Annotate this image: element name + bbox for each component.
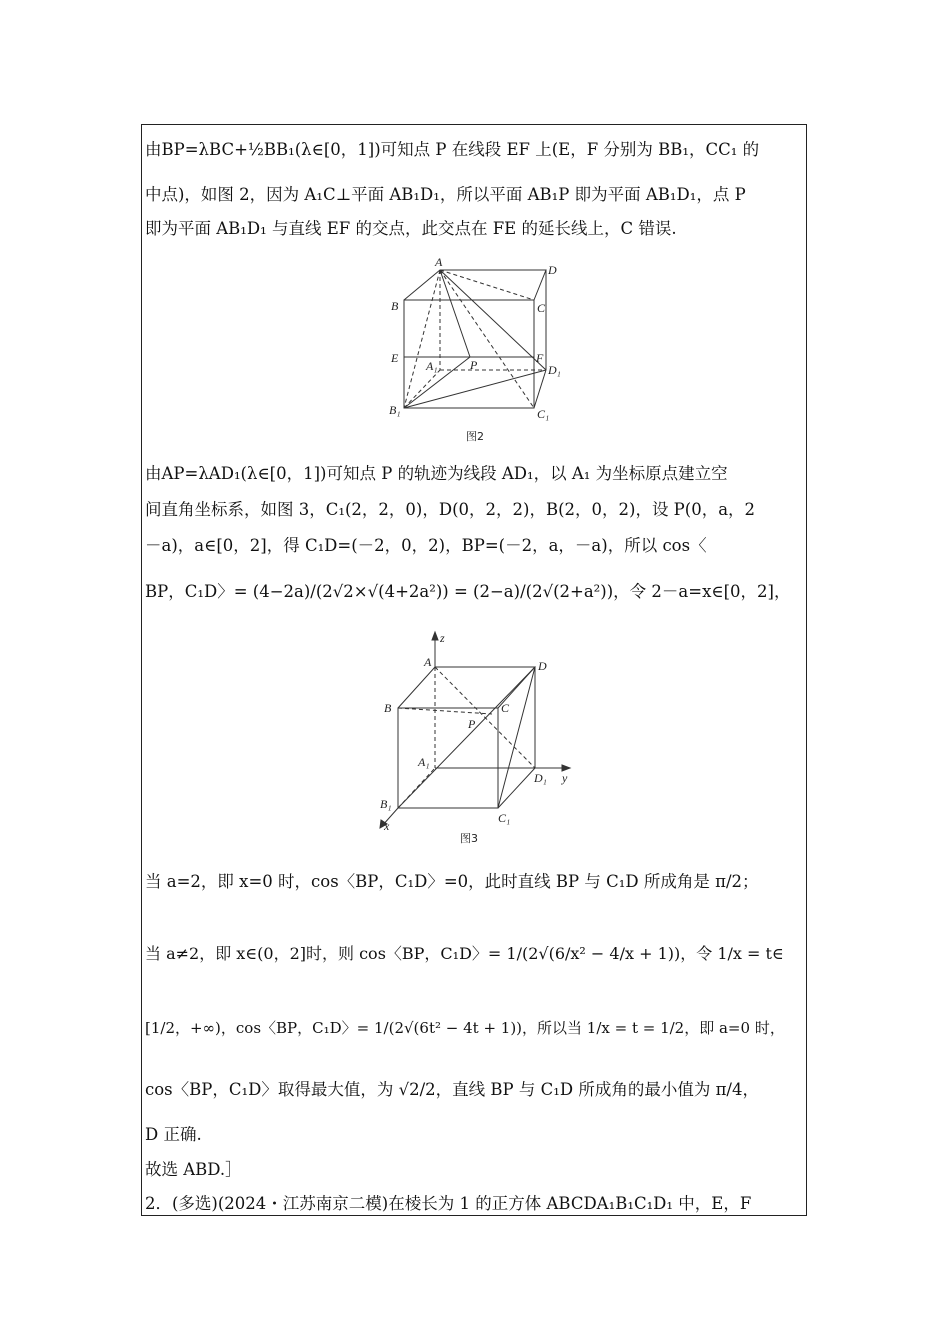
fig2-label-a: A — [435, 255, 443, 269]
fig3-label-a: A — [424, 655, 432, 669]
fig3-label-c: C — [501, 701, 510, 715]
text-line-10: [1/2，+∞)，cos〈BP，C₁D〉= 1/(2√(6t² − 4t + 1))，所以当 1/x = t = 1/2，即 a=0 时， — [145, 1019, 785, 1037]
fig3-label-b1: B₁ — [380, 797, 392, 811]
text-line-14: 2．(多选)(2024・江苏南京二模)在棱长为 1 的正方体 ABCDA₁B₁C₁D₁ 中，E，F — [145, 1194, 752, 1213]
fig3-label-x: x — [384, 819, 390, 833]
fig3-label-y: y — [562, 771, 568, 785]
text-line-7: BP，C₁D〉= (4−2a)/(2√2×√(4+2a²)) = (2−a)/(2√(2+a²))，令 2－a=x∈[0，2]， — [145, 582, 791, 601]
fig3-label-d: D — [538, 659, 547, 673]
text-line-6: －a)，a∈[0，2]，得 C₁D=(－2，0，2)，BP=(－2，a，－a)，所以 cos〈 — [145, 536, 707, 555]
text-line-12: D 正确. — [145, 1125, 202, 1144]
text-line-5: 间直角坐标系，如图 3，C₁(2，2，0)，D(0，2，2)，B(2，0，2)，设 P(0，a，2 — [145, 500, 756, 519]
fig3-caption: 图3 — [460, 832, 478, 845]
fig2-label-e: E — [391, 351, 399, 365]
fig2-label-d: D — [548, 263, 557, 277]
fig3-label-d1: D₁ — [534, 771, 547, 785]
fig2-label-c: C — [537, 301, 546, 315]
text-line-4: 由AP=λAD₁(λ∈[0，1])可知点 P 的轨迹为线段 AD₁，以 A₁ 为坐标原点建立空 — [145, 464, 728, 483]
figure-3 — [372, 630, 582, 850]
fig2-label-b: B — [391, 299, 399, 313]
text-line-1: 由BP=λBC+½BB₁(λ∈[0，1])可知点 P 在线段 EF 上(E，F 分别为 BB₁，CC₁ 的 — [145, 140, 760, 159]
fig2-label-b1: B₁ — [389, 403, 401, 417]
fig3-label-b: B — [384, 701, 392, 715]
figure-2 — [380, 252, 570, 447]
text-line-3: 即为平面 AB₁D₁ 与直线 EF 的交点，此交点在 FE 的延长线上，C 错误. — [145, 219, 677, 238]
text-line-2: 中点)，如图 2，因为 A₁C⊥平面 AB₁D₁，所以平面 AB₁P 即为平面 AB₁D₁，点 P — [145, 185, 746, 204]
fig2-caption: 图2 — [466, 430, 484, 443]
fig2-label-p: P — [470, 358, 478, 372]
fig2-label-c1: C₁ — [537, 407, 550, 421]
fig3-label-p: P — [468, 717, 476, 731]
text-line-8: 当 a=2，即 x=0 时，cos〈BP，C₁D〉=0，此时直线 BP 与 C₁D 所成角是 π/2； — [145, 872, 759, 891]
text-line-13: 故选 ABD.］ — [145, 1160, 242, 1179]
text-line-11: cos〈BP，C₁D〉取得最大值，为 √2/2，直线 BP 与 C₁D 所成角的最小值为 π/4， — [145, 1080, 759, 1099]
fig2-label-f: F — [536, 351, 544, 365]
fig3-label-c1: C₁ — [498, 811, 511, 825]
fig2-label-d1: D₁ — [548, 363, 561, 377]
text-line-9: 当 a≠2，即 x∈(0，2]时，则 cos〈BP，C₁D〉= 1/(2√(6/x² − 4/x + 1))，令 1/x = t∈ — [145, 944, 784, 963]
fig3-label-a1: A₁ — [418, 755, 430, 769]
fig2-label-a1: A₁ — [426, 359, 438, 373]
fig3-label-z: z — [440, 631, 445, 645]
